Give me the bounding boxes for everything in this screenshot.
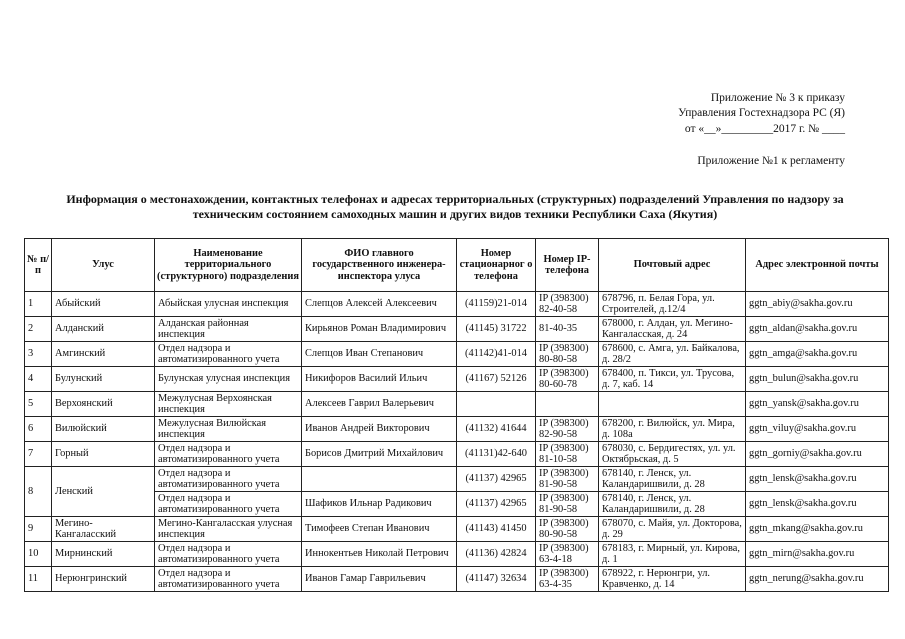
cell-ip: IP (398300) 82-90-58 bbox=[536, 417, 599, 442]
cell-email: ggtn_abiy@sakha.gov.ru bbox=[746, 292, 889, 317]
table-row bbox=[25, 392, 889, 417]
cell-num: 6 bbox=[25, 417, 52, 442]
cell-fio bbox=[302, 467, 457, 492]
cell-address: 678030, с. Бердигестях, ул. ул. Октябрьская, д. 5 bbox=[599, 442, 746, 467]
cell-email: ggtn_amga@sakha.gov.ru bbox=[746, 342, 889, 367]
table-row bbox=[25, 467, 889, 492]
cell-ulus: Булунский bbox=[52, 367, 155, 392]
cell-ip: IP (398300) 81-90-58 bbox=[536, 467, 599, 492]
cell-email: ggtn_viluy@sakha.gov.ru bbox=[746, 417, 889, 442]
table-row bbox=[25, 442, 889, 467]
table-row bbox=[25, 417, 889, 442]
cell-num: 5 bbox=[25, 392, 52, 417]
cell-num: 1 bbox=[25, 292, 52, 317]
header-line-3: от «__»_________2017 г. № ____ bbox=[684, 123, 845, 135]
cell-num: 4 bbox=[25, 367, 52, 392]
cell-fio: Слепцов Иван Степанович bbox=[302, 342, 457, 367]
cell-phone bbox=[457, 392, 536, 417]
col-header-fio: ФИО главного государственного инженера-инспектора улуса bbox=[302, 239, 457, 292]
table-row bbox=[25, 492, 889, 517]
cell-unit: Межулусная Верхоянская инспекция bbox=[155, 392, 302, 417]
cell-unit: Абыйская улусная инспекция bbox=[155, 292, 302, 317]
cell-address: 678070, с. Майя, ул. Докторова, д. 29 bbox=[599, 517, 746, 542]
cell-phone: (41137) 42965 bbox=[457, 492, 536, 517]
col-header-email: Адрес электронной почты bbox=[746, 239, 889, 292]
header-line-4: Приложение №1 к регламенту bbox=[697, 155, 845, 167]
cell-address: 678922, г. Нерюнгри, ул. Кравченко, д. 14 bbox=[599, 567, 746, 592]
cell-unit: Отдел надзора и автоматизированного учета bbox=[155, 442, 302, 467]
cell-phone: (41137) 42965 bbox=[457, 467, 536, 492]
cell-unit: Отдел надзора и автоматизированного учета bbox=[155, 467, 302, 492]
cell-fio: Кирьянов Роман Владимирович bbox=[302, 317, 457, 342]
cell-num: 8 bbox=[25, 467, 52, 517]
cell-ip: IP (398300) 80-60-78 bbox=[536, 367, 599, 392]
cell-ulus: Мирнинский bbox=[52, 542, 155, 567]
cell-fio: Иванов Гамар Гаврильевич bbox=[302, 567, 457, 592]
table-row bbox=[25, 342, 889, 367]
cell-unit: Отдел надзора и автоматизированного учета bbox=[155, 542, 302, 567]
cell-ulus: Амгинский bbox=[52, 342, 155, 367]
cell-ip: IP (398300) 81-10-58 bbox=[536, 442, 599, 467]
cell-ip: IP (398300) 80-80-58 bbox=[536, 342, 599, 367]
cell-ip: IP (398300) 63-4-18 bbox=[536, 542, 599, 567]
col-header-address: Почтовый адрес bbox=[599, 239, 746, 292]
cell-fio: Тимофеев Степан Иванович bbox=[302, 517, 457, 542]
cell-ulus: Верхоянский bbox=[52, 392, 155, 417]
cell-num: 11 bbox=[25, 567, 52, 592]
cell-email: ggtn_nerung@sakha.gov.ru bbox=[746, 567, 889, 592]
header-line-2: Управления Гостехнадзора РС (Я) bbox=[678, 107, 845, 119]
cell-unit: Булунская улусная инспекция bbox=[155, 367, 302, 392]
cell-phone: (41132) 41644 bbox=[457, 417, 536, 442]
cell-unit: Отдел надзора и автоматизированного учета bbox=[155, 567, 302, 592]
cell-ulus: Вилюйский bbox=[52, 417, 155, 442]
table-row bbox=[25, 317, 889, 342]
cell-phone: (41145) 31722 bbox=[457, 317, 536, 342]
cell-unit: Отдел надзора и автоматизированного учета bbox=[155, 492, 302, 517]
cell-num: 2 bbox=[25, 317, 52, 342]
cell-ip: IP (398300) 63-4-35 bbox=[536, 567, 599, 592]
cell-ip: 81-40-35 bbox=[536, 317, 599, 342]
cell-ip bbox=[536, 392, 599, 417]
cell-unit: Мегино-Кангаласская улусная инспекция bbox=[155, 517, 302, 542]
cell-email: ggtn_yansk@sakha.gov.ru bbox=[746, 392, 889, 417]
cell-phone: (41136) 42824 bbox=[457, 542, 536, 567]
cell-unit: Отдел надзора и автоматизированного учета bbox=[155, 342, 302, 367]
cell-ulus: Ленский bbox=[52, 467, 155, 517]
col-header-phone: Номер стационарног о телефона bbox=[457, 239, 536, 292]
cell-num: 3 bbox=[25, 342, 52, 367]
col-header-num: № п/п bbox=[25, 239, 52, 292]
cell-ip: IP (398300) 80-90-58 bbox=[536, 517, 599, 542]
cell-address: 678000, г. Алдан, ул. Мегино-Кангаласская, д. 24 bbox=[599, 317, 746, 342]
cell-address: 678796, п. Белая Гора, ул. Строителей, д.12/4 bbox=[599, 292, 746, 317]
cell-unit: Алданская районная инспекция bbox=[155, 317, 302, 342]
cell-fio: Слепцов Алексей Алексеевич bbox=[302, 292, 457, 317]
cell-address bbox=[599, 392, 746, 417]
cell-num: 7 bbox=[25, 442, 52, 467]
cell-phone: (41167) 52126 bbox=[457, 367, 536, 392]
registry-table bbox=[24, 238, 889, 592]
cell-phone: (41159)21-014 bbox=[457, 292, 536, 317]
cell-email: ggtn_aldan@sakha.gov.ru bbox=[746, 317, 889, 342]
table-row bbox=[25, 567, 889, 592]
cell-address: 678183, г. Мирный, ул. Кирова, д. 1 bbox=[599, 542, 746, 567]
cell-address: 678200, г. Вилюйск, ул. Мира, д. 108а bbox=[599, 417, 746, 442]
cell-address: 678400, п. Тикси, ул. Трусова, д. 7, каб. 14 bbox=[599, 367, 746, 392]
cell-email: ggtn_lensk@sakha.gov.ru bbox=[746, 467, 889, 492]
cell-email: ggtn_bulun@sakha.gov.ru bbox=[746, 367, 889, 392]
cell-ulus: Горный bbox=[52, 442, 155, 467]
table-header-row bbox=[25, 239, 889, 292]
cell-address: 678140, г. Ленск, ул. Каландаришвили, д. 28 bbox=[599, 492, 746, 517]
cell-phone: (41143) 41450 bbox=[457, 517, 536, 542]
cell-phone: (41147) 32634 bbox=[457, 567, 536, 592]
cell-address: 678600, с. Амга, ул. Байкалова, д. 28/2 bbox=[599, 342, 746, 367]
cell-email: ggtn_mirn@sakha.gov.ru bbox=[746, 542, 889, 567]
cell-phone: (41131)42-640 bbox=[457, 442, 536, 467]
cell-ulus: Нерюнгринский bbox=[52, 567, 155, 592]
table-row bbox=[25, 542, 889, 567]
document-title: Информация о местонахождении, контактных телефонах и адресах территориальных (структурных) подразделений Управления по надзору за техническим состоянием самоходных машин и других видов техники Республики Саха (Якутия) bbox=[66, 192, 844, 221]
table-row bbox=[25, 517, 889, 542]
cell-address: 678140, г. Ленск, ул. Каландаришвили, д. 28 bbox=[599, 467, 746, 492]
cell-email: ggtn_lensk@sakha.gov.ru bbox=[746, 492, 889, 517]
cell-fio: Алексеев Гаврил Валерьевич bbox=[302, 392, 457, 417]
table-row bbox=[25, 367, 889, 392]
cell-num: 10 bbox=[25, 542, 52, 567]
cell-email: ggtn_gorniy@sakha.gov.ru bbox=[746, 442, 889, 467]
cell-ulus: Мегино-Кангаласский bbox=[52, 517, 155, 542]
cell-phone: (41142)41-014 bbox=[457, 342, 536, 367]
cell-fio: Борисов Дмитрий Михайлович bbox=[302, 442, 457, 467]
col-header-unit: Наименование территориального (структурного) подразделения bbox=[155, 239, 302, 292]
col-header-ip: Номер IP-телефона bbox=[536, 239, 599, 292]
cell-fio: Иннокентьев Николай Петрович bbox=[302, 542, 457, 567]
cell-num: 9 bbox=[25, 517, 52, 542]
cell-ulus: Абыйский bbox=[52, 292, 155, 317]
header-line-1: Приложение № 3 к приказу bbox=[710, 92, 845, 104]
cell-fio: Иванов Андрей Викторович bbox=[302, 417, 457, 442]
col-header-ulus: Улус bbox=[52, 239, 155, 292]
table-row bbox=[25, 292, 889, 317]
cell-ip: IP (398300) 81-90-58 bbox=[536, 492, 599, 517]
cell-fio: Шафиков Ильнар Радикович bbox=[302, 492, 457, 517]
cell-unit: Межулусная Вилюйская инспекция bbox=[155, 417, 302, 442]
cell-email: ggtn_mkang@sakha.gov.ru bbox=[746, 517, 889, 542]
cell-ulus: Алданский bbox=[52, 317, 155, 342]
cell-fio: Никифоров Василий Ильич bbox=[302, 367, 457, 392]
cell-ip: IP (398300) 82-40-58 bbox=[536, 292, 599, 317]
